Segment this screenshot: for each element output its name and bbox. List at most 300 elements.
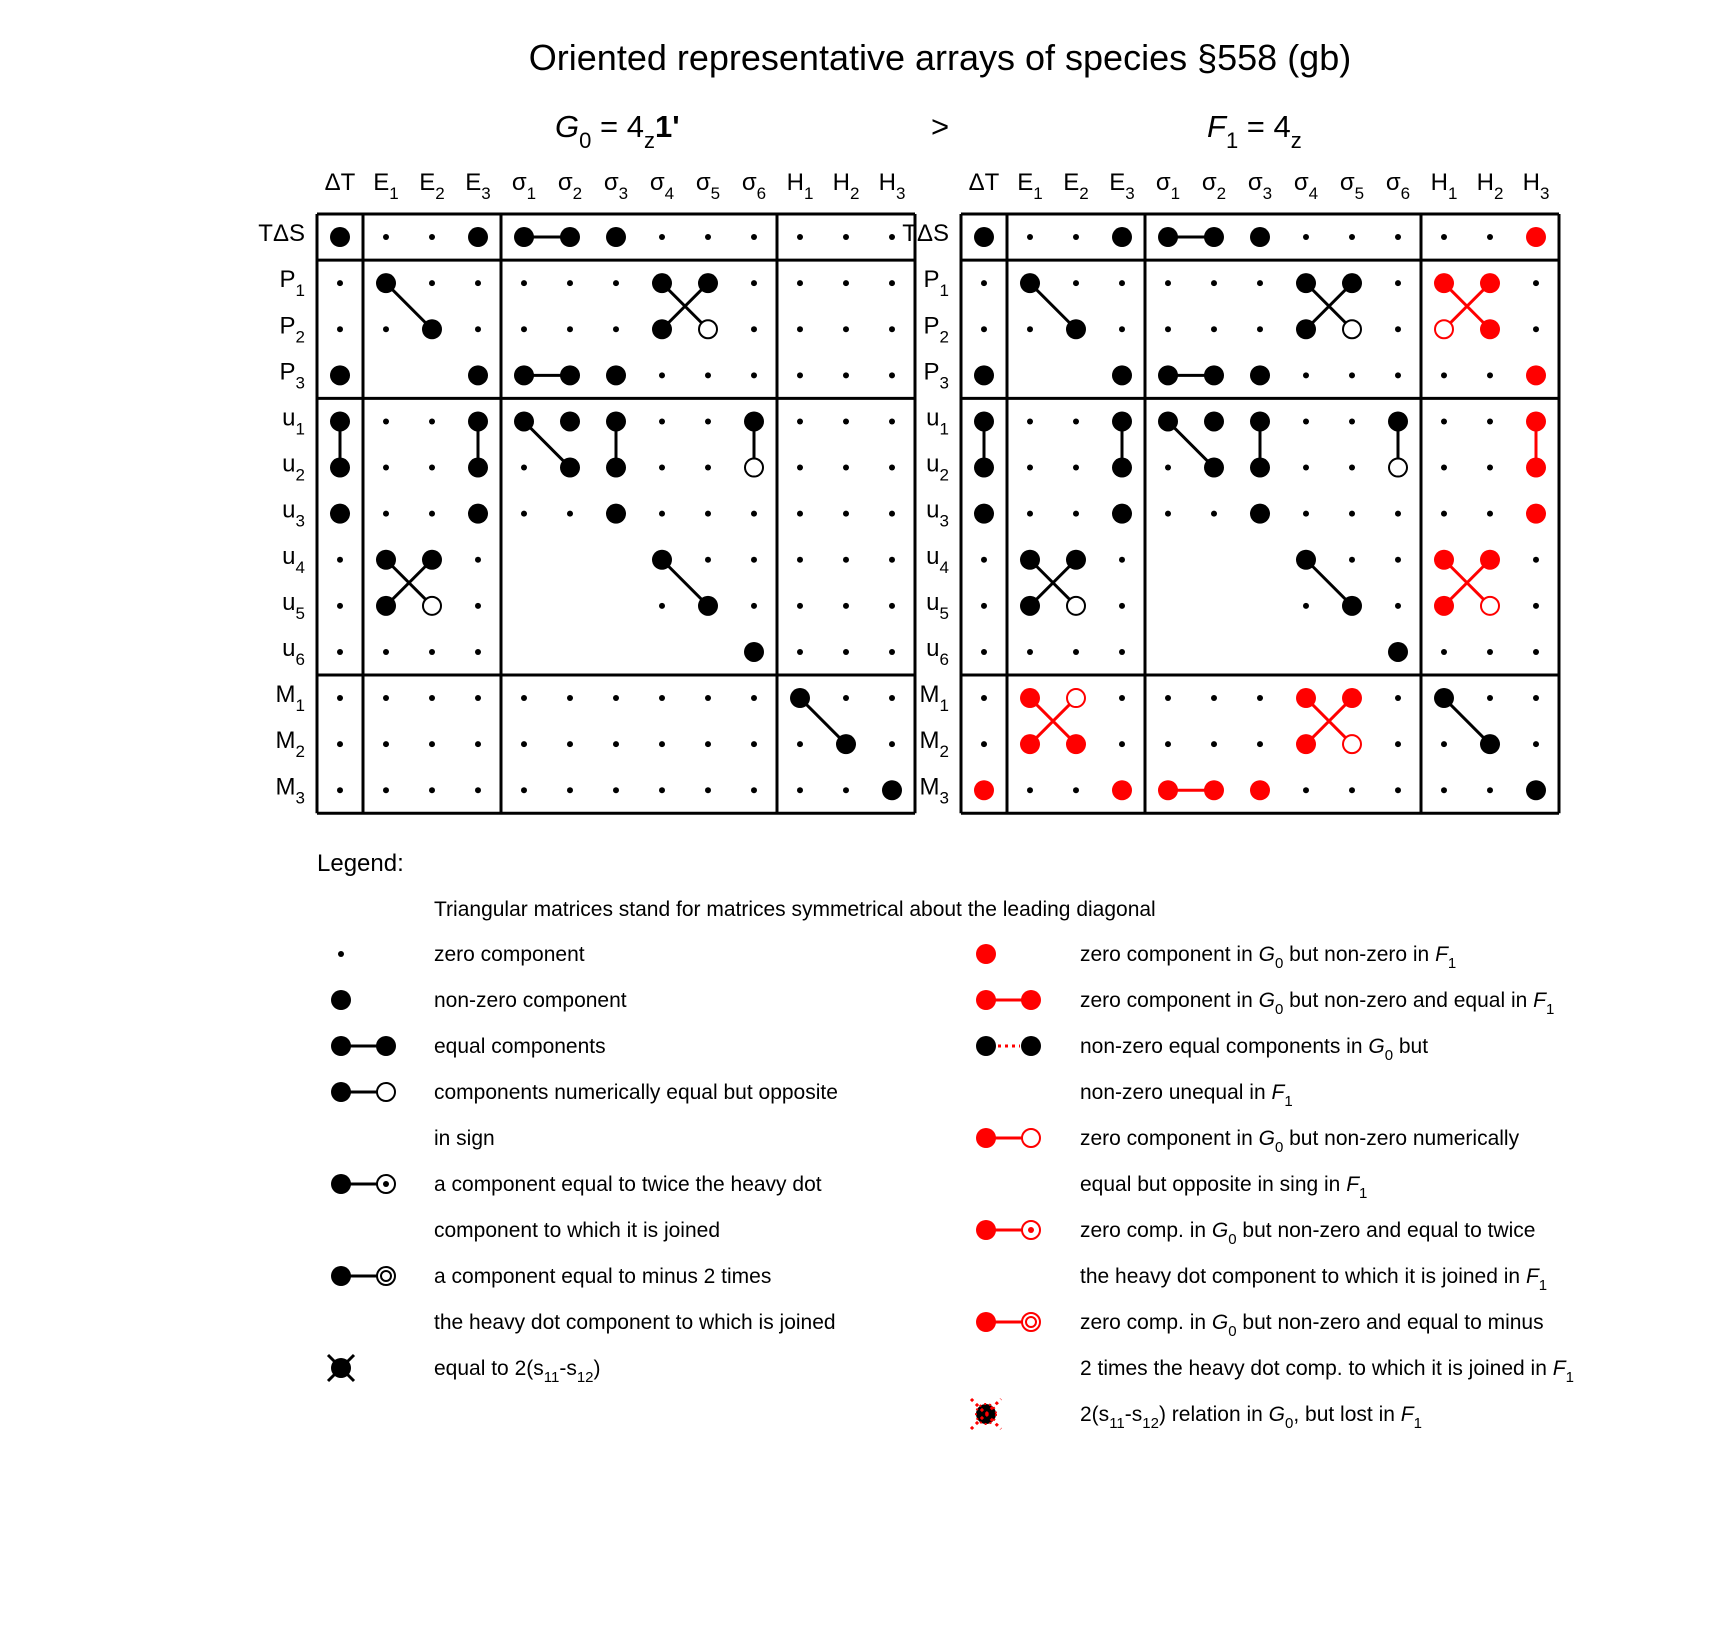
heavy-dot	[514, 365, 534, 385]
small-dot	[613, 787, 619, 793]
column-header: $\sigma_5$	[1339, 169, 1365, 203]
heading-subscript: z	[643, 128, 655, 153]
heavy-dot	[330, 365, 350, 385]
heavy-dot	[1296, 273, 1316, 293]
small-dot	[1027, 234, 1033, 240]
row-header: $u_5$	[282, 588, 305, 623]
small-dot	[843, 557, 849, 563]
column-header: $E_2$	[1063, 169, 1089, 203]
heavy-dot	[652, 550, 672, 570]
opposite-pair-icon	[331, 1082, 395, 1102]
heading-suffix: 1'	[654, 109, 680, 144]
small-dot	[1027, 649, 1033, 655]
small-dot	[1533, 695, 1539, 701]
red-heavy-dot	[1526, 458, 1546, 478]
small-dot	[843, 787, 849, 793]
small-dot	[1441, 234, 1447, 240]
small-dot	[981, 741, 987, 747]
heavy-dot	[744, 642, 764, 662]
small-dot	[1395, 234, 1401, 240]
small-dot	[337, 695, 343, 701]
small-dot	[1349, 372, 1355, 378]
small-dot	[981, 280, 987, 286]
small-dot	[797, 418, 803, 424]
left-array-heading	[555, 109, 680, 153]
heavy-dot	[514, 411, 534, 431]
heavy-dot	[1526, 780, 1546, 800]
small-dot	[567, 511, 573, 517]
heavy-dot	[790, 688, 810, 708]
diagram-title: Oriented representative arrays of species §558 (gb)	[528, 37, 1352, 78]
red-heavy-dot	[1020, 688, 1040, 708]
row-header: $u_5$	[926, 588, 949, 623]
heavy-dot	[974, 227, 994, 247]
heavy-dot	[1250, 227, 1270, 247]
small-dot	[567, 787, 573, 793]
small-dot	[1303, 372, 1309, 378]
small-dot	[797, 557, 803, 563]
red-heavy-dot	[1434, 273, 1454, 293]
legend-item-left	[331, 1081, 838, 1150]
legend-item-left	[338, 943, 585, 966]
small-dot	[1349, 787, 1355, 793]
small-dot	[1165, 741, 1171, 747]
small-dot	[1395, 603, 1401, 609]
red-open-dot	[1067, 689, 1085, 707]
row-header: $P_1$	[923, 266, 949, 301]
small-dot	[1165, 511, 1171, 517]
small-dot	[1027, 787, 1033, 793]
heavy-dot	[560, 411, 580, 431]
small-dot	[1395, 372, 1401, 378]
small-dot	[1119, 649, 1125, 655]
heavy-dot	[376, 596, 396, 616]
small-dot	[659, 741, 665, 747]
equal-pair-icon	[331, 1036, 396, 1056]
heavy-dot	[1250, 504, 1270, 524]
column-header: $E_3$	[1109, 169, 1135, 203]
small-dot	[337, 649, 343, 655]
small-dot	[1349, 418, 1355, 424]
legend-item-right	[976, 943, 1456, 972]
small-dot	[1487, 418, 1493, 424]
heavy-dot	[974, 504, 994, 524]
heavy-dot	[1112, 365, 1132, 385]
legend-text: non-zero unequal in $F_1$	[1080, 1081, 1293, 1110]
red-open-dot	[1343, 735, 1361, 753]
small-dot	[797, 649, 803, 655]
legend-text: component to which it is joined	[434, 1219, 720, 1242]
heavy-dot-icon	[331, 990, 351, 1010]
small-dot	[383, 465, 389, 471]
small-dot	[843, 465, 849, 471]
small-dot	[1211, 741, 1217, 747]
small-dot	[1349, 511, 1355, 517]
legend-item-left	[331, 989, 627, 1012]
cross-dot-icon	[328, 1355, 354, 1381]
heavy-dot	[468, 411, 488, 431]
heavy-dot	[376, 273, 396, 293]
twice-pair-icon	[331, 1174, 395, 1194]
small-dot	[337, 326, 343, 332]
row-header: $M_1$	[919, 681, 949, 716]
row-header: $M_2$	[919, 727, 949, 762]
legend-item-right	[976, 1219, 1547, 1294]
red-heavy-dot	[1480, 319, 1500, 339]
legend-text: in sign	[434, 1127, 495, 1150]
legend-item-left	[331, 1265, 836, 1334]
small-dot	[1487, 511, 1493, 517]
small-dot	[889, 326, 895, 332]
legend-item-left	[328, 1355, 601, 1386]
row-header: $P_3$	[923, 358, 949, 393]
legend-text: zero component in $G_0$ but non-zero numerically	[1080, 1127, 1520, 1156]
legend-text: components numerically equal but opposite	[434, 1081, 838, 1104]
legend-text: a component equal to twice the heavy dot	[434, 1173, 822, 1196]
heavy-dot	[422, 319, 442, 339]
small-dot	[705, 234, 711, 240]
small-dot	[751, 280, 757, 286]
small-dot	[429, 280, 435, 286]
small-dot	[567, 741, 573, 747]
small-dot	[889, 695, 895, 701]
heavy-dot	[1066, 319, 1086, 339]
small-dot	[889, 280, 895, 286]
column-header: $\sigma_3$	[603, 169, 629, 203]
legend-item-left	[331, 1035, 606, 1058]
small-dot	[1165, 326, 1171, 332]
heavy-dot	[330, 227, 350, 247]
column-header: $H_3$	[1522, 169, 1550, 203]
heavy-dot	[468, 227, 488, 247]
legend-item-right	[976, 1127, 1520, 1202]
small-dot	[889, 603, 895, 609]
legend-text: non-zero equal components in $G_0$ but	[1080, 1035, 1429, 1064]
legend-item-right	[976, 989, 1554, 1018]
column-header: $H_2$	[832, 169, 860, 203]
red-open-dot	[1435, 320, 1453, 338]
red-minus-two-pair-icon	[976, 1312, 1040, 1332]
heavy-dot	[1250, 458, 1270, 478]
small-dot	[889, 511, 895, 517]
small-dot	[429, 741, 435, 747]
small-dot	[1257, 326, 1263, 332]
heavy-dot	[330, 411, 350, 431]
small-dot	[1303, 511, 1309, 517]
small-dot	[521, 741, 527, 747]
row-header: $u_3$	[926, 496, 949, 531]
column-header: $\sigma_6$	[741, 169, 767, 203]
heavy-dot	[698, 596, 718, 616]
small-dot	[1073, 511, 1079, 517]
small-dot	[797, 603, 803, 609]
row-header: $u_2$	[282, 450, 305, 485]
legend-text: a component equal to minus 2 times	[434, 1265, 772, 1288]
right-array-heading	[1207, 109, 1302, 153]
heavy-dot	[606, 227, 626, 247]
small-dot	[1119, 326, 1125, 332]
red-heavy-dot	[1526, 411, 1546, 431]
column-header: $H_2$	[1476, 169, 1504, 203]
red-equal-pair-icon	[976, 990, 1041, 1010]
legend-text: 2 times the heavy dot comp. to which it is joined in $F_1$	[1080, 1357, 1574, 1386]
heavy-dot	[1296, 550, 1316, 570]
small-dot	[613, 326, 619, 332]
small-dot	[889, 741, 895, 747]
small-dot	[429, 465, 435, 471]
small-dot	[1211, 326, 1217, 332]
small-dot	[475, 649, 481, 655]
red-twice-pair-icon	[976, 1220, 1040, 1240]
heavy-dot	[606, 365, 626, 385]
red-open-dot	[1481, 597, 1499, 615]
small-dot	[1303, 787, 1309, 793]
heavy-dot	[1434, 688, 1454, 708]
heavy-dot	[1296, 319, 1316, 339]
small-dot	[797, 326, 803, 332]
heavy-dot	[1112, 411, 1132, 431]
small-dot	[751, 234, 757, 240]
small-dot	[1533, 741, 1539, 747]
small-dot	[383, 418, 389, 424]
column-header: ΔT	[968, 169, 1000, 196]
small-dot	[981, 649, 987, 655]
legend-text: zero comp. in $G_0$ but non-zero and equal to minus	[1080, 1311, 1544, 1340]
small-dot	[429, 649, 435, 655]
red-heavy-dot	[1434, 550, 1454, 570]
small-dot	[1395, 280, 1401, 286]
small-dot	[751, 557, 757, 563]
legend-item-right	[976, 1035, 1428, 1110]
small-dot	[429, 787, 435, 793]
small-dot	[475, 326, 481, 332]
small-dot	[797, 511, 803, 517]
column-header: $H_1$	[1430, 169, 1458, 203]
small-dot	[1119, 280, 1125, 286]
small-dot	[1487, 695, 1493, 701]
small-dot	[889, 649, 895, 655]
small-dot	[1487, 234, 1493, 240]
small-dot	[659, 787, 665, 793]
small-dot	[1027, 511, 1033, 517]
small-dot	[1027, 465, 1033, 471]
small-dot	[843, 603, 849, 609]
heavy-dot	[330, 458, 350, 478]
legend-text: the heavy dot component to which it is joined in $F_1$	[1080, 1265, 1548, 1294]
row-header: $M_3$	[275, 773, 305, 808]
small-dot	[751, 695, 757, 701]
small-dot	[613, 695, 619, 701]
column-header: $E_1$	[373, 169, 399, 203]
legend-text: equal to $2(s_{11}-s_{12})$	[434, 1357, 601, 1386]
small-dot	[521, 465, 527, 471]
heavy-dot	[1342, 596, 1362, 616]
small-dot	[751, 787, 757, 793]
red-heavy-dot	[1342, 688, 1362, 708]
heavy-dot	[606, 504, 626, 524]
small-dot	[705, 741, 711, 747]
small-dot	[337, 603, 343, 609]
small-dot	[889, 234, 895, 240]
small-dot	[705, 465, 711, 471]
heavy-dot	[974, 411, 994, 431]
small-dot	[1165, 695, 1171, 701]
small-dot	[521, 787, 527, 793]
small-dot	[981, 603, 987, 609]
heading-equation: = 4	[591, 109, 644, 144]
small-dot	[429, 511, 435, 517]
red-opposite-pair-icon	[976, 1128, 1040, 1148]
heading-subscript: z	[1290, 128, 1302, 153]
small-dot	[889, 465, 895, 471]
small-dot	[383, 234, 389, 240]
small-dot	[797, 280, 803, 286]
red-heavy-dot	[1204, 780, 1224, 800]
heavy-dot	[1112, 458, 1132, 478]
row-header: $u_6$	[282, 634, 305, 669]
red-heavy-dot	[1066, 734, 1086, 754]
heavy-dot	[1204, 411, 1224, 431]
small-dot	[1533, 557, 1539, 563]
small-dot	[705, 511, 711, 517]
legend-text: equal but opposite in sing in $F_1$	[1080, 1173, 1368, 1202]
small-dot	[521, 695, 527, 701]
legend-text: zero component in $G_0$ but non-zero in $F_1$	[1080, 943, 1457, 972]
small-dot	[475, 603, 481, 609]
open-dot	[1067, 597, 1085, 615]
heavy-dot	[652, 273, 672, 293]
small-dot	[521, 511, 527, 517]
small-dot	[1165, 465, 1171, 471]
small-dot	[429, 695, 435, 701]
legend-text: equal components	[434, 1035, 606, 1058]
dotted-pair-icon	[976, 1036, 1041, 1056]
heavy-dot	[376, 550, 396, 570]
small-dot	[705, 695, 711, 701]
small-dot	[797, 234, 803, 240]
heavy-dot	[1020, 550, 1040, 570]
row-header: $u_1$	[282, 404, 305, 439]
small-dot	[889, 418, 895, 424]
legend-item-right	[971, 1399, 1422, 1432]
small-dot	[1073, 787, 1079, 793]
heavy-dot	[560, 365, 580, 385]
heavy-dot	[1112, 227, 1132, 247]
row-header: $u_4$	[282, 542, 305, 577]
row-header: $P_2$	[279, 312, 305, 347]
small-dot	[521, 326, 527, 332]
legend-note: Triangular matrices stand for matrices symmetrical about the leading diagonal	[434, 898, 1156, 921]
small-dot	[1349, 234, 1355, 240]
legend-text: $2(s_{11}-s_{12})$ relation in $G_0$, but lost in $F_1$	[1080, 1403, 1422, 1432]
small-dot	[1027, 326, 1033, 332]
minus-two-pair-icon	[331, 1266, 395, 1286]
small-dot	[1441, 372, 1447, 378]
row-header: $u_3$	[282, 496, 305, 531]
small-dot	[1211, 280, 1217, 286]
small-dot	[1073, 465, 1079, 471]
row-header: TΔS	[258, 220, 305, 248]
red-heavy-dot	[974, 780, 994, 800]
small-dot	[383, 695, 389, 701]
heavy-dot	[468, 365, 488, 385]
small-dot	[751, 511, 757, 517]
heavy-dot	[1158, 411, 1178, 431]
small-dot	[981, 695, 987, 701]
small-dot	[1349, 465, 1355, 471]
small-dot	[705, 557, 711, 563]
small-dot	[521, 280, 527, 286]
small-dot	[797, 465, 803, 471]
row-header: $u_4$	[926, 542, 949, 577]
heavy-dot	[1250, 411, 1270, 431]
heavy-dot	[560, 458, 580, 478]
small-dot	[475, 280, 481, 286]
small-dot	[475, 787, 481, 793]
column-header: $H_1$	[786, 169, 814, 203]
legend-item-right	[976, 1311, 1574, 1386]
small-dot	[1119, 557, 1125, 563]
column-header: $\sigma_6$	[1385, 169, 1411, 203]
small-dot	[751, 326, 757, 332]
row-header: $P_3$	[279, 358, 305, 393]
red-cross-dot-icon	[971, 1399, 1001, 1429]
small-dot	[797, 741, 803, 747]
open-dot	[1389, 459, 1407, 477]
small-dot	[1303, 418, 1309, 424]
small-dot	[843, 234, 849, 240]
heavy-dot	[974, 365, 994, 385]
small-dot	[1441, 741, 1447, 747]
small-dot	[1441, 465, 1447, 471]
open-dot	[1343, 320, 1361, 338]
heavy-dot	[1388, 642, 1408, 662]
red-dot-icon	[976, 944, 996, 964]
small-dot	[1487, 787, 1493, 793]
small-dot	[1073, 649, 1079, 655]
heavy-dot	[422, 550, 442, 570]
heavy-dot	[1158, 227, 1178, 247]
small-dot	[705, 418, 711, 424]
small-dot-icon	[338, 951, 344, 957]
array-G0	[258, 169, 915, 813]
red-heavy-dot	[1480, 273, 1500, 293]
small-dot	[889, 372, 895, 378]
small-dot	[475, 557, 481, 563]
heavy-dot	[468, 504, 488, 524]
small-dot	[1441, 418, 1447, 424]
legend-text: the heavy dot component to which is joined	[434, 1311, 836, 1334]
small-dot	[843, 418, 849, 424]
small-dot	[751, 603, 757, 609]
heavy-dot	[1204, 365, 1224, 385]
small-dot	[1119, 741, 1125, 747]
small-dot	[1119, 603, 1125, 609]
small-dot	[1303, 603, 1309, 609]
small-dot	[613, 741, 619, 747]
small-dot	[889, 557, 895, 563]
column-header: $\sigma_4$	[649, 169, 675, 203]
column-header: $\sigma_1$	[511, 169, 537, 203]
red-heavy-dot	[1296, 734, 1316, 754]
heading-equation: = 4	[1238, 109, 1291, 144]
red-heavy-dot	[1296, 688, 1316, 708]
small-dot	[659, 511, 665, 517]
small-dot	[1441, 787, 1447, 793]
small-dot	[1349, 557, 1355, 563]
small-dot	[337, 787, 343, 793]
heavy-dot	[974, 458, 994, 478]
